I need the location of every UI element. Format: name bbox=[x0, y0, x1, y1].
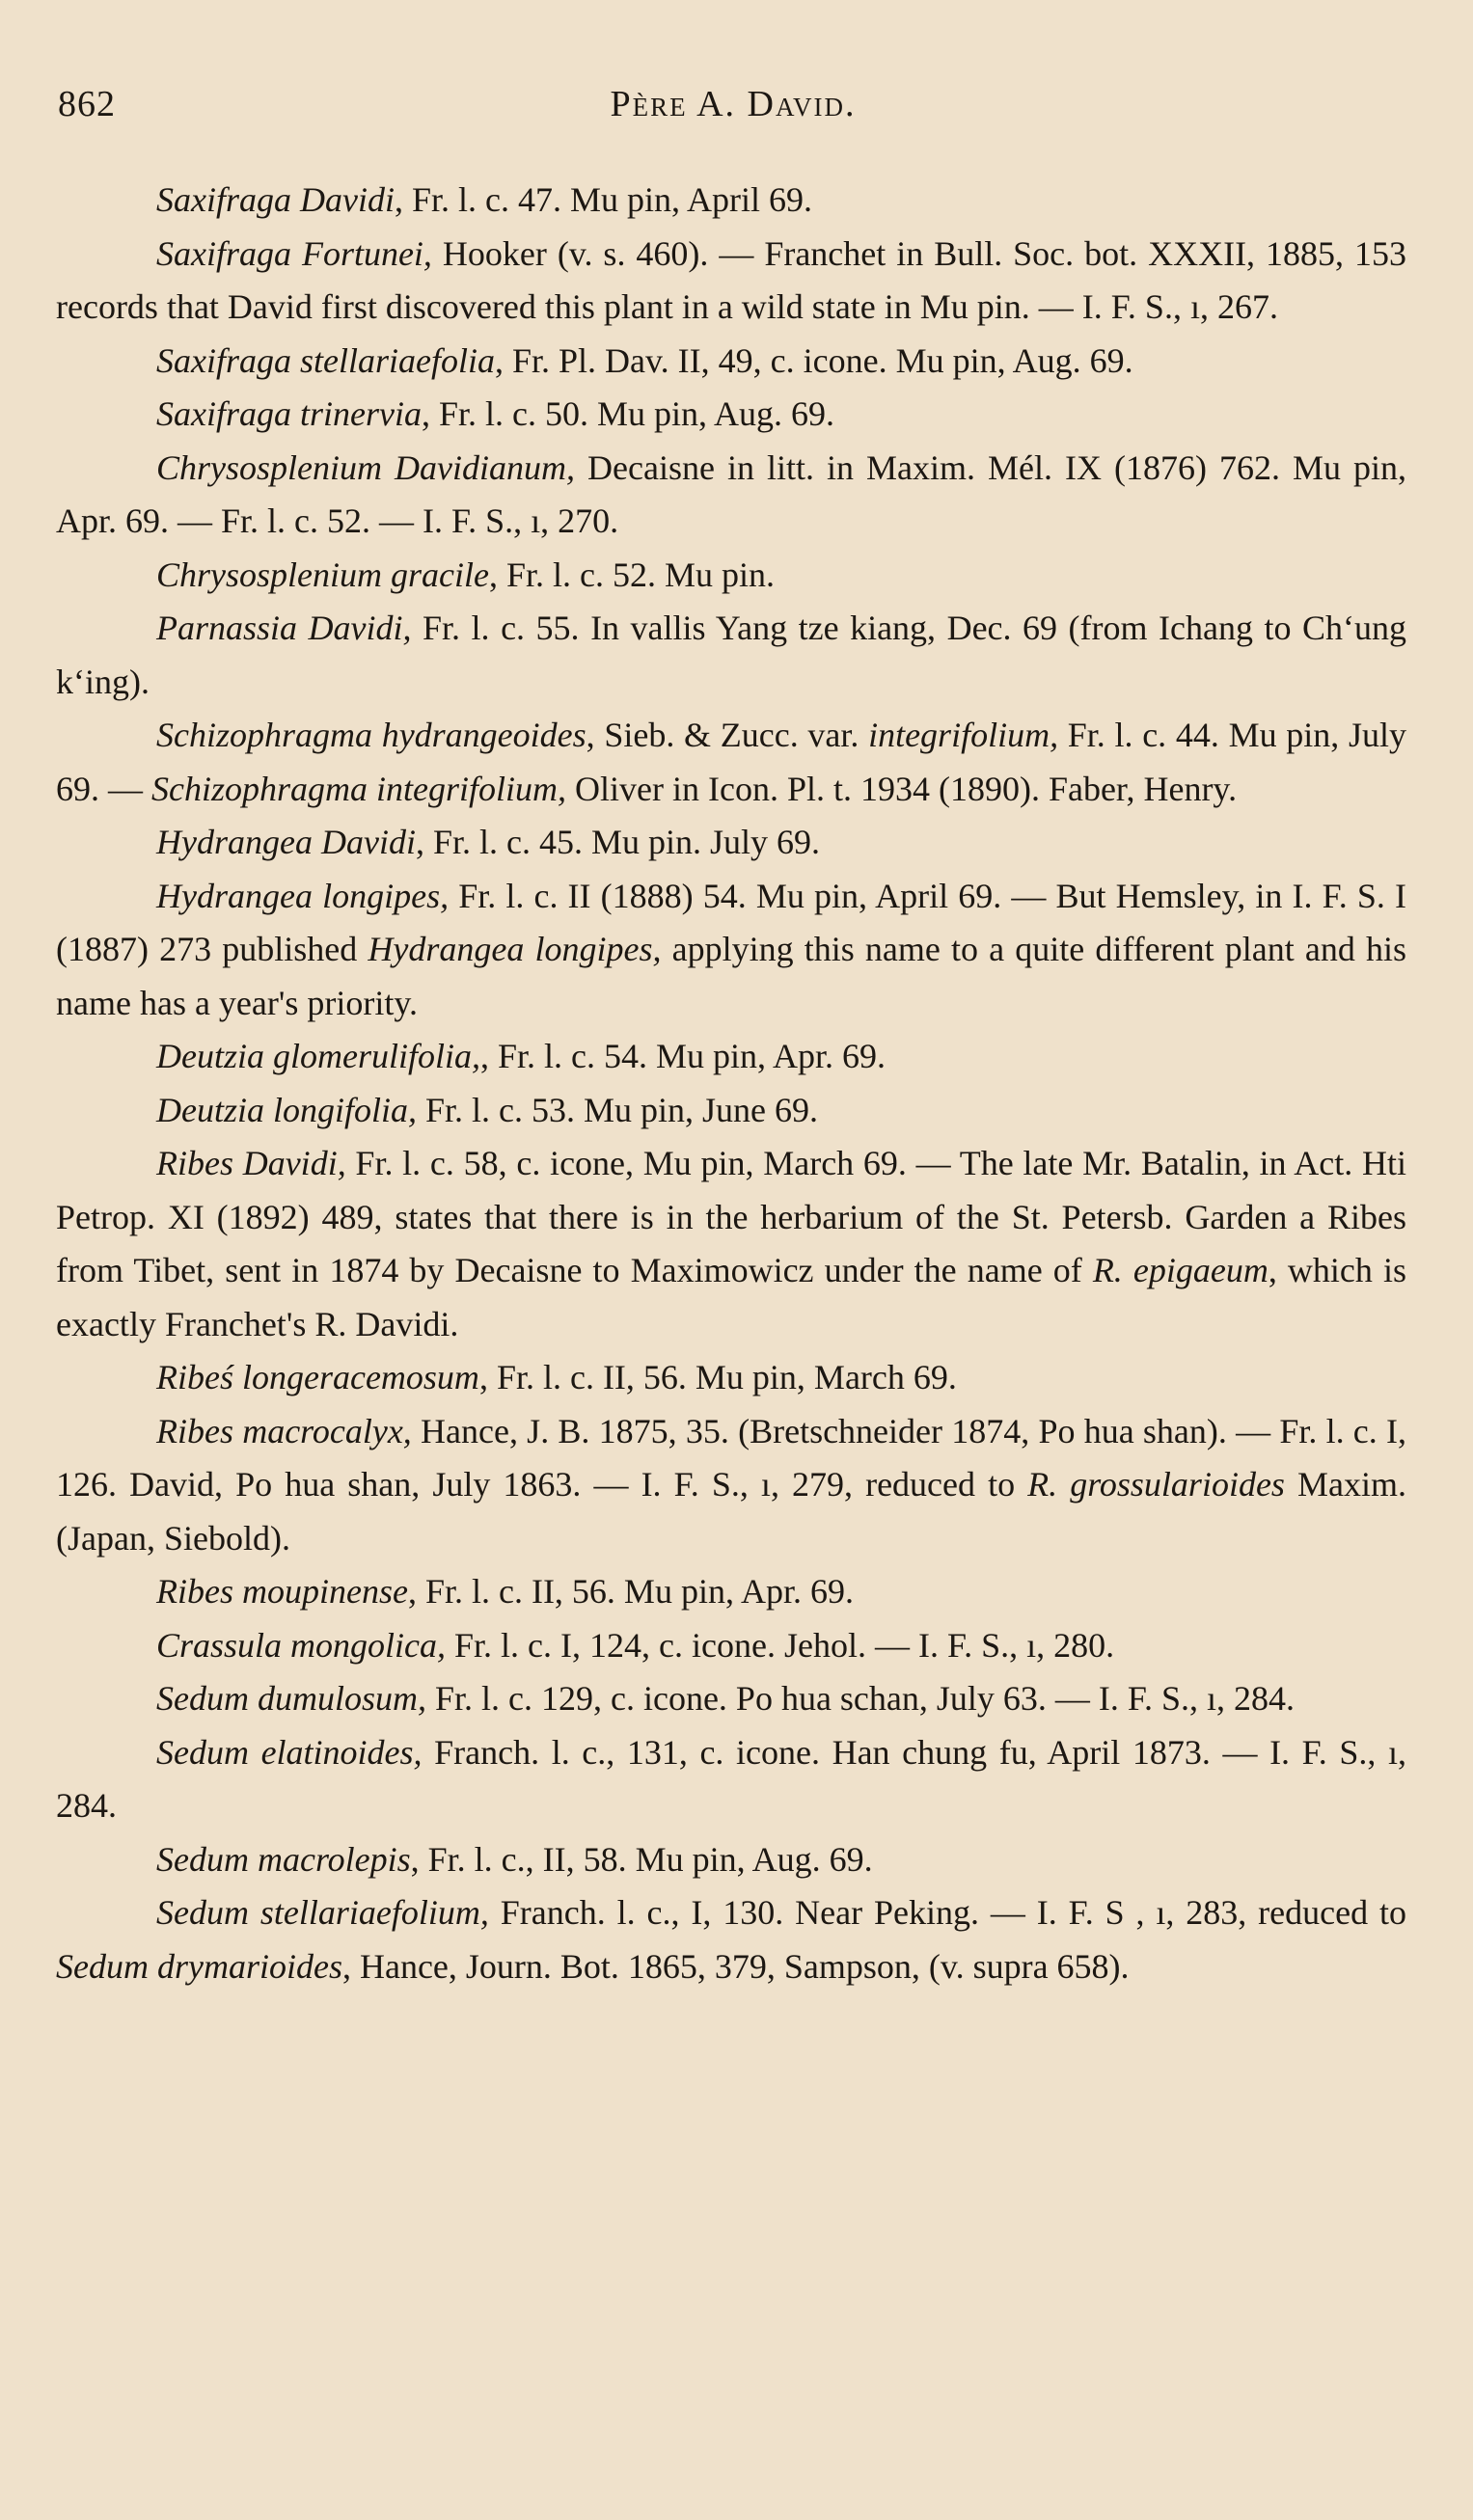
entry-text: , Fr. l. c., II, 58. Mu pin, Aug. 69. bbox=[410, 1839, 873, 1879]
taxon-name: Schizophragma integrifolium, bbox=[151, 769, 566, 808]
taxon-name: Sedum drymarioides bbox=[56, 1946, 342, 1986]
taxon-name: Hydrangea Davidi bbox=[156, 823, 416, 861]
entry-paragraph bbox=[56, 388, 1406, 442]
taxon-name: integrifolium, bbox=[868, 716, 1059, 754]
taxon-name: Ribes macrocalyx, bbox=[156, 1411, 412, 1450]
taxon-name: Ribes Davidi, bbox=[156, 1144, 346, 1182]
entry-text: Fr. l. c. I, 124, c. icone. Jehol. — I. F. S., ı, 280. bbox=[446, 1625, 1115, 1665]
entry-paragraph bbox=[56, 1405, 1406, 1566]
entry-text: , Fr. Pl. Dav. II, 49, c. icone. Mu pin, Aug. 69. bbox=[494, 340, 1133, 380]
entry-text: Fr. l. c. 129, c. icone. Po hua schan, July 63. — I. F. S., ı, 284. bbox=[425, 1679, 1296, 1718]
entry-paragraph bbox=[56, 1565, 1406, 1619]
taxon-name: Saxifraga stellariaefolia bbox=[156, 340, 495, 380]
entry-text: Fr. l. c. 44. Mu pin, July 69. — bbox=[56, 716, 1406, 808]
taxon-name: Schizophragma hydrangeoides bbox=[156, 716, 586, 754]
taxon-name: Hydrangea longipes, bbox=[368, 930, 662, 968]
entry-paragraph bbox=[56, 1030, 1406, 1084]
entry-text: , Fr. l. c. 52. Mu pin. bbox=[488, 555, 775, 594]
entry-paragraph bbox=[56, 1672, 1406, 1726]
entry-paragraph bbox=[56, 1833, 1406, 1887]
entry-text: , Fr. l. c. II, 56. Mu pin, March 69. bbox=[478, 1358, 957, 1396]
taxon-name: Saxifraga Davidi bbox=[156, 180, 395, 219]
entry-paragraph bbox=[56, 1084, 1406, 1138]
entry-paragraph bbox=[56, 1351, 1406, 1405]
entry-paragraph bbox=[56, 870, 1406, 1031]
entry-text: Fr. l. c. 55. In vallis Yang tze kiang, Dec. 69 (from Ichang to Chʻung kʻing). bbox=[56, 609, 1406, 701]
entry-text: , Hance, Journ. Bot. 1865, 379, Sampson, (v. supra 658). bbox=[341, 1946, 1130, 1986]
taxon-name: Sedum dumulosum, bbox=[156, 1679, 426, 1718]
entry-paragraph bbox=[56, 1726, 1406, 1833]
entry-text: applying this name to a quite different plant and his name has a year's priority. bbox=[56, 930, 1406, 1022]
taxon-name: R. grossularioides bbox=[1027, 1465, 1285, 1504]
entry-text: , Fr. l. c. 47. Mu pin, April 69. bbox=[394, 180, 813, 219]
taxon-name: Parnassia Davidi, bbox=[156, 609, 412, 647]
entry-paragraph bbox=[56, 335, 1406, 389]
taxon-name: R. epigaeum bbox=[1092, 1251, 1268, 1289]
entry-text: Maxim. (Japan, Siebold). bbox=[56, 1465, 1407, 1558]
entry-paragraph bbox=[56, 1886, 1406, 1993]
entry-paragraph bbox=[56, 549, 1406, 603]
entry-paragraph bbox=[56, 1137, 1406, 1351]
entry-text: Hance, J. B. 1875, 35. (Bretschneider 1874, Po hua shan). — Fr. l. c. I, 126. David, Po hua shan, July 1863. — I. F. S., ı, 279, reduced to bbox=[56, 1411, 1406, 1504]
taxon-name: Sedum stellariaefolium, bbox=[156, 1893, 489, 1932]
entry-paragraph bbox=[56, 442, 1406, 549]
taxon-name: Deutzia glomerulifolia, bbox=[156, 1037, 480, 1075]
entry-text: Hooker (v. s. 460). — Franchet in Bull. Soc. bot. XXXII, 1885, 153 records that David first discovered this plant in a wild state in Mu pin. — I. F. S., ı, 267. bbox=[56, 233, 1406, 326]
taxon-name: Ribeś longeracemosum bbox=[156, 1358, 479, 1396]
entry-paragraph bbox=[56, 816, 1406, 870]
entry-text: , which is exactly Franchet's R. Davidi. bbox=[56, 1251, 1406, 1343]
taxon-name: Crassula mongolica, bbox=[156, 1625, 447, 1665]
entry-text: , Fr. l. c. 45. Mu pin. July 69. bbox=[415, 823, 820, 861]
entry-text: Fr. l. c. 53. Mu pin, June 69. bbox=[417, 1090, 819, 1129]
body-text bbox=[56, 174, 1406, 1993]
taxon-name: Chrysosplenium Davidianum, bbox=[156, 447, 575, 487]
entry-text: Franch. l. c., 131, c. icone. Han chung fu, April 1873. — I. F. S., ı, 284. bbox=[56, 1732, 1406, 1825]
page-number: 862 bbox=[58, 84, 116, 124]
running-title: Père A. David. bbox=[610, 84, 857, 124]
entry-text: , Fr. l. c. 54. Mu pin, Apr. 69. bbox=[480, 1037, 887, 1075]
taxon-name: Saxifraga trinervia bbox=[156, 394, 422, 433]
entry-text: Franch. l. c., I, 130. Near Peking. — I. F. S , ı, 283, reduced to bbox=[488, 1893, 1406, 1932]
entry-text: Decaisne in litt. in Maxim. Mél. IX (1876) 762. Mu pin, Apr. 69. — Fr. l. c. 52. — I. F. S., ı, 270. bbox=[56, 447, 1406, 540]
entry-paragraph bbox=[56, 709, 1406, 816]
taxon-name: Hydrangea longipes, bbox=[156, 876, 450, 915]
entry-text: , Fr. l. c. II, 56. Mu pin, Apr. 69. bbox=[407, 1572, 854, 1611]
taxon-name: Ribes moupinense bbox=[156, 1572, 408, 1611]
entry-text: Oliver in Icon. Pl. t. 1934 (1890). Faber, Henry. bbox=[566, 769, 1238, 808]
taxon-name: Deutzia longifolia, bbox=[156, 1090, 417, 1129]
entry-paragraph bbox=[56, 602, 1406, 709]
entry-text: , Fr. l. c. 50. Mu pin, Aug. 69. bbox=[421, 394, 835, 433]
entry-text: Fr. l. c. 58, c. icone, Mu pin, March 69. — The late Mr. Batalin, in Act. Hti Petrop. XI (1892) 489, states that there is in the herbarium of the St. Petersb. Garden a Ribes from Tibet, sent in 1874 by Decaisne to Maximowicz under the name of bbox=[56, 1144, 1407, 1289]
page-header bbox=[58, 83, 1408, 131]
entry-paragraph bbox=[56, 174, 1406, 228]
taxon-name: Chrysosplenium gracile bbox=[156, 555, 489, 594]
entry-text: Fr. l. c. II (1888) 54. Mu pin, April 69. — But Hemsley, in I. F. S. I (1887) 273 published bbox=[56, 876, 1406, 968]
taxon-name: Saxifraga Fortunei, bbox=[156, 233, 432, 273]
entry-text: , Sieb. & Zucc. var. bbox=[586, 716, 869, 754]
entry-paragraph bbox=[56, 228, 1406, 335]
entry-paragraph bbox=[56, 1619, 1406, 1673]
taxon-name: Sedum elatinoides, bbox=[156, 1732, 423, 1772]
taxon-name: Sedum macrolepis bbox=[156, 1839, 411, 1879]
